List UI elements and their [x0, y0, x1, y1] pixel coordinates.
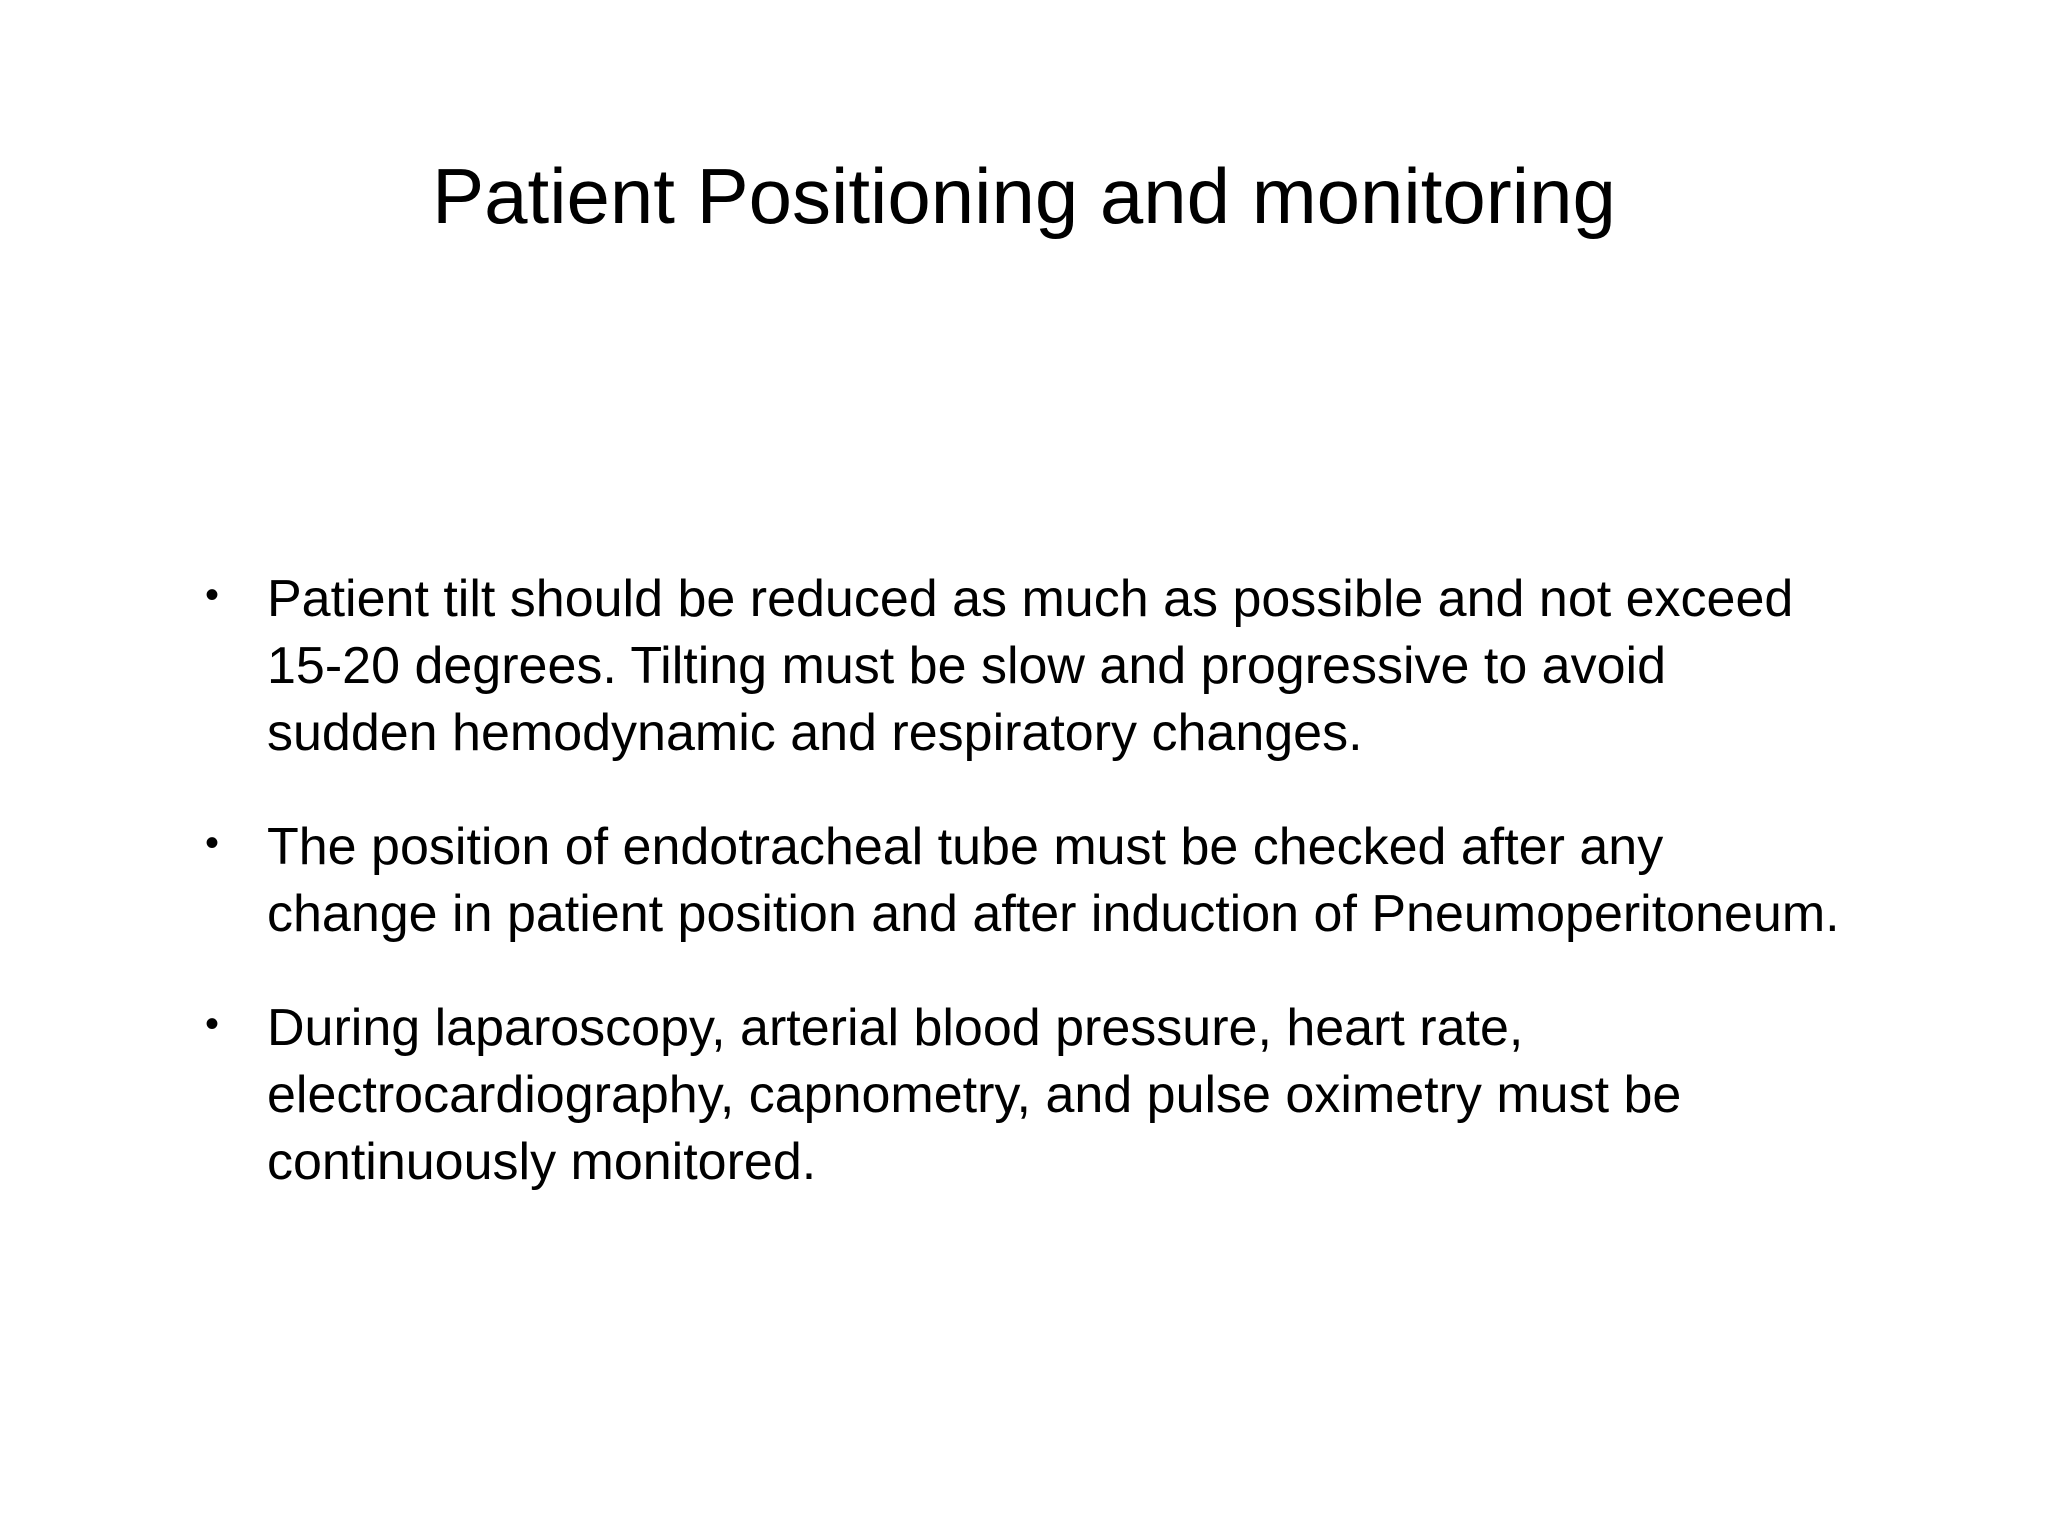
- bullet-dot-icon: •: [205, 1002, 220, 1046]
- bullet-dot-icon: •: [205, 821, 220, 865]
- bullet-item: [205, 814, 1845, 948]
- slide-title: Patient Positioning and monitoring: [432, 152, 1616, 240]
- bullet-item: [205, 995, 1845, 1196]
- bullet-text: The position of endotracheal tube must be checked after any change in patient position and after induction of Pneumoperitoneum.: [267, 818, 1840, 943]
- bullet-dot-icon: •: [205, 573, 220, 617]
- bullet-item: [205, 566, 1845, 767]
- bullet-list: [205, 566, 1845, 1243]
- bullet-text: During laparoscopy, arterial blood pressure, heart rate, electrocardiography, capnometry, and pulse oximetry must be continuously monitored.: [267, 999, 1682, 1191]
- bullet-text: Patient tilt should be reduced as much as possible and not exceed 15-20 degrees. Tilting must be slow and progressive to avoid sudden hemodynamic and respiratory changes.: [267, 570, 1794, 762]
